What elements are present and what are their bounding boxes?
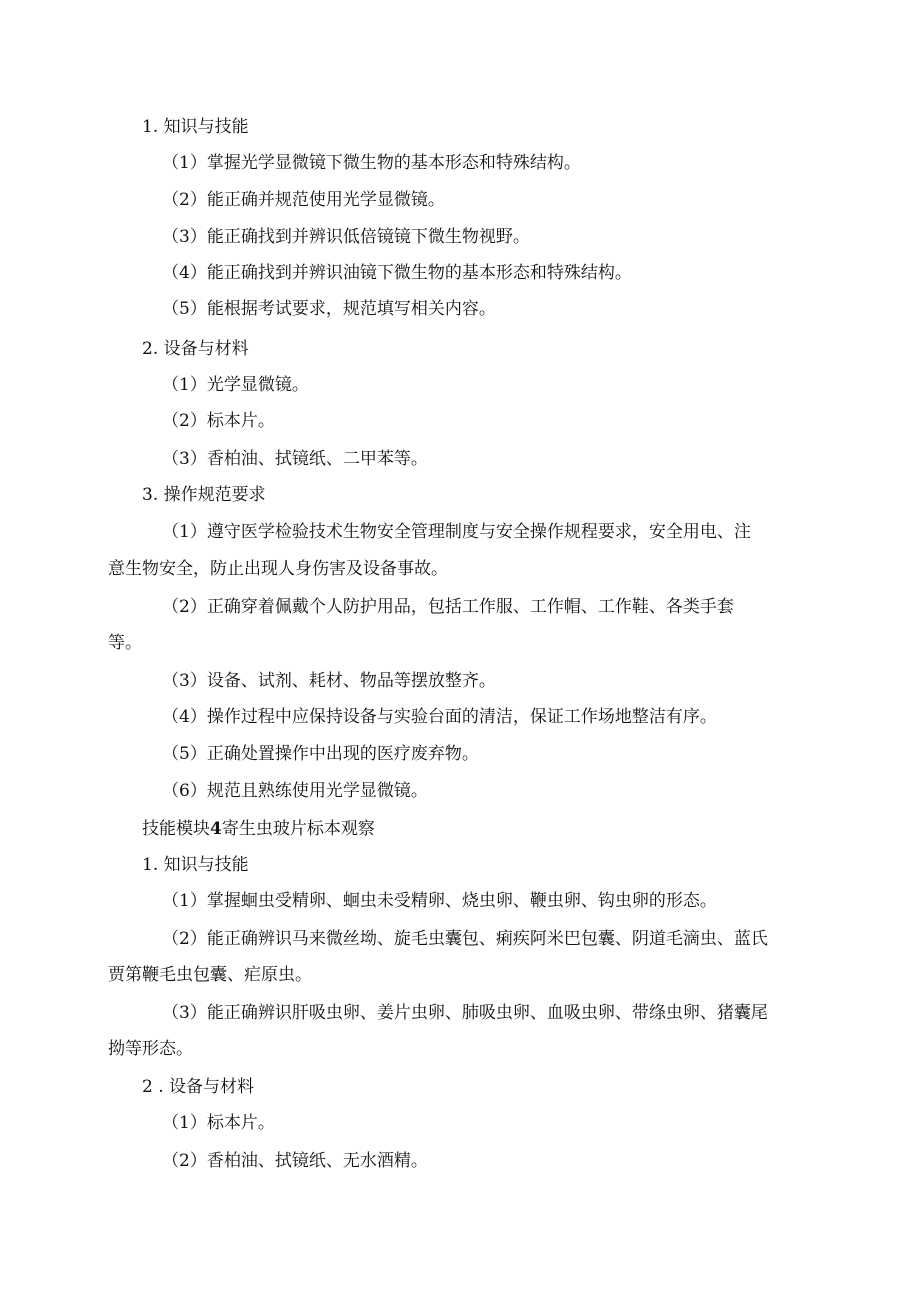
list-item-continuation: 意生物安全，防止出现人身伤害及设备事故。 bbox=[108, 559, 448, 579]
list-item: （2）能正确辨识马来微丝坳、旋毛虫囊包、痢疾阿米巴包囊、阴道毛滴虫、蓝氏 bbox=[162, 929, 768, 949]
module-title-prefix: 技能模块 bbox=[142, 819, 210, 839]
module-title-number: 4 bbox=[210, 819, 222, 839]
list-item: （1）光学显微镜。 bbox=[162, 375, 309, 395]
list-item: （3）香柏油、拭镜纸、二甲苯等。 bbox=[162, 449, 428, 469]
list-item-continuation: 拗等形态。 bbox=[108, 1039, 193, 1059]
section-heading-knowledge-skills: 1. 知识与技能 bbox=[142, 855, 249, 875]
section-heading-equipment: 2 . 设备与材料 bbox=[142, 1077, 255, 1097]
list-item: （2）香柏油、拭镜纸、无水酒精。 bbox=[162, 1151, 428, 1171]
list-item: （5）正确处置操作中出现的医疗废弃物。 bbox=[162, 744, 479, 764]
list-item: （1）掌握蛔虫受精卵、蛔虫未受精卵、烧虫卵、鞭虫卵、钩虫卵的形态。 bbox=[162, 891, 717, 911]
list-item: （6）规范且熟练使用光学显微镜。 bbox=[162, 781, 428, 801]
list-item: （1）标本片。 bbox=[162, 1113, 275, 1133]
section-heading-operation-rules: 3. 操作规范要求 bbox=[142, 485, 266, 505]
list-item: （5）能根据考试要求，规范填写相关内容。 bbox=[162, 299, 496, 319]
module-title-suffix: 寄生虫玻片标本观察 bbox=[221, 819, 375, 839]
list-item: （3）能正确辨识肝吸虫卵、姜片虫卵、肺吸虫卵、血吸虫卵、带绦虫卵、猪囊尾 bbox=[162, 1003, 768, 1023]
list-item-continuation: 贾第鞭毛虫包囊、疟原虫。 bbox=[108, 965, 312, 985]
list-item: （4）能正确找到并辨识油镜下微生物的基本形态和特殊结构。 bbox=[162, 263, 632, 283]
list-item: （1）掌握光学显微镜下微生物的基本形态和特殊结构。 bbox=[162, 153, 581, 173]
section-heading-equipment: 2. 设备与材料 bbox=[142, 339, 249, 359]
list-item: （2）正确穿着佩戴个人防护用品，包括工作服、工作帽、工作鞋、各类手套 bbox=[162, 597, 734, 617]
list-item: （2）能正确并规范使用光学显微镜。 bbox=[162, 190, 445, 210]
list-item: （1）遵守医学检验技术生物安全管理制度与安全操作规程要求，安全用电、注 bbox=[162, 522, 751, 542]
list-item-continuation: 等。 bbox=[108, 633, 142, 653]
list-item: （4）操作过程中应保持设备与实验台面的清洁，保证工作场地整洁有序。 bbox=[162, 707, 717, 727]
list-item: （3）能正确找到并辨识低倍镜镜下微生物视野。 bbox=[162, 227, 530, 247]
section-heading-knowledge-skills: 1. 知识与技能 bbox=[142, 117, 249, 137]
list-item: （3）设备、试剂、耗材、物品等摆放整齐。 bbox=[162, 671, 496, 691]
module-title bbox=[142, 818, 375, 840]
list-item: （2）标本片。 bbox=[162, 411, 275, 431]
